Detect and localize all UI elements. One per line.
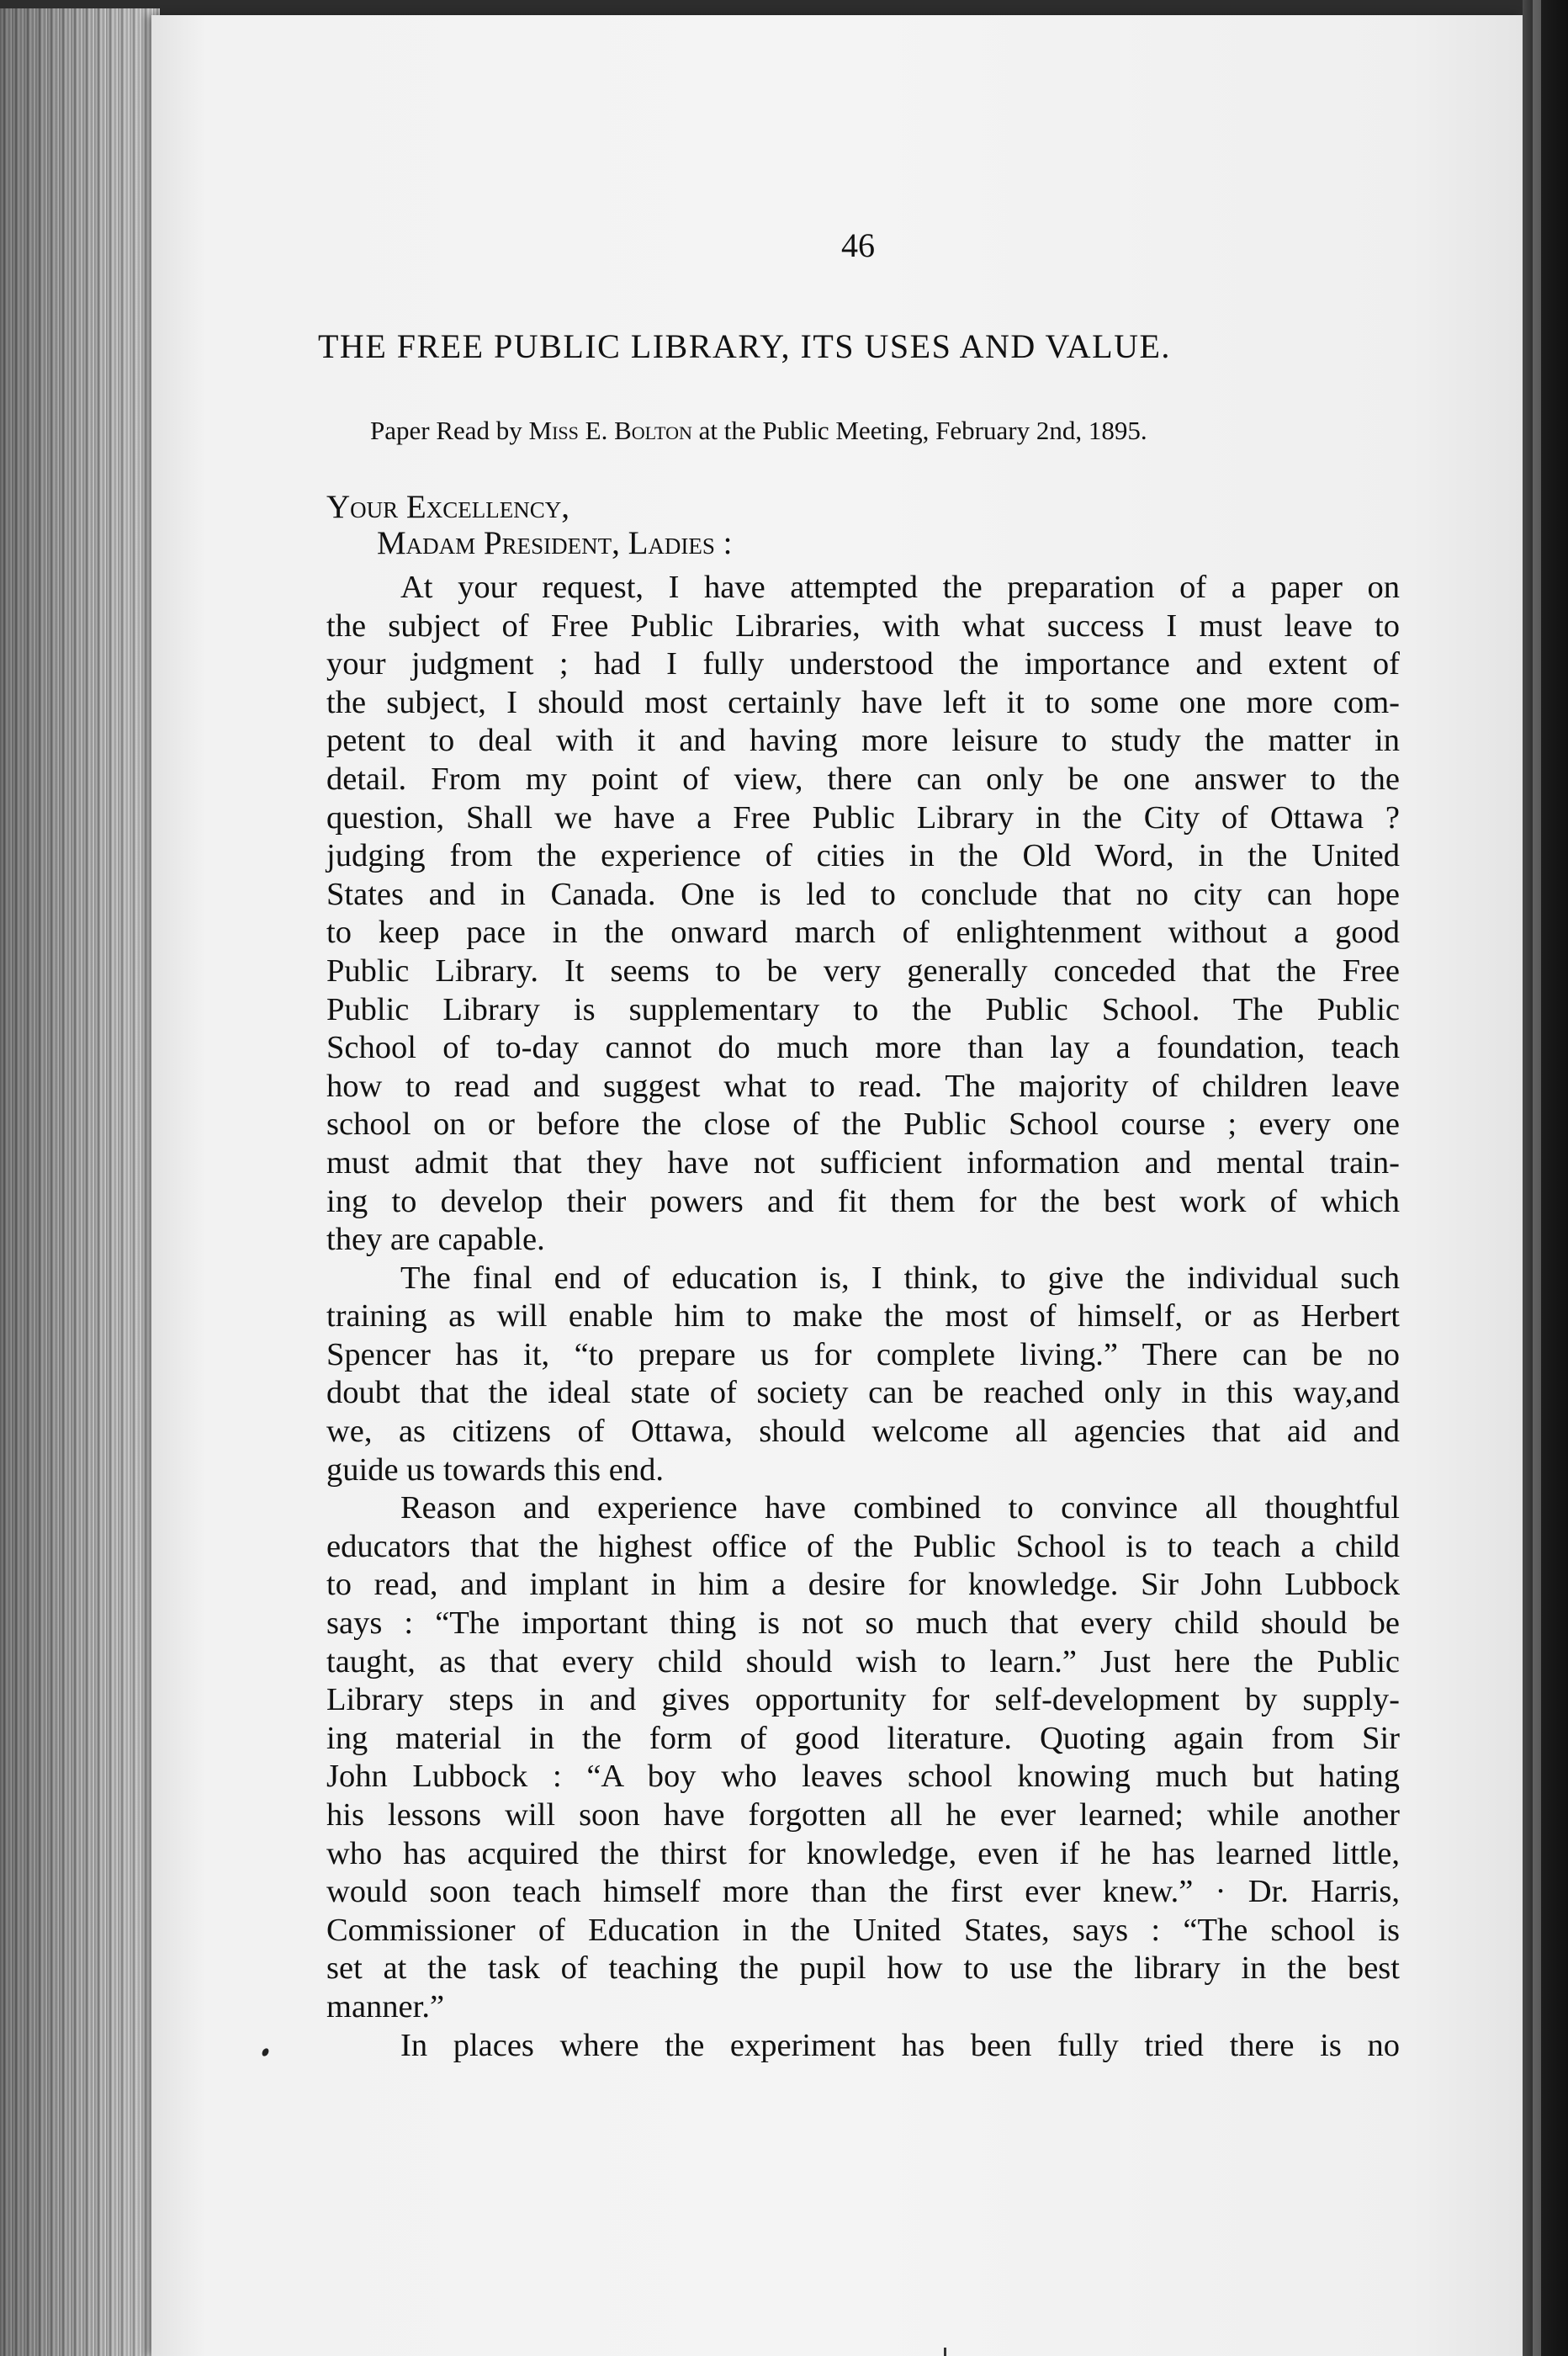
- text-line: manner.”: [326, 1988, 445, 2024]
- subtitle-prefix: Paper Read by: [370, 416, 529, 445]
- text-line: doubt that the ideal state of society can be reached only in this way,and: [326, 1375, 1400, 1411]
- text-line: At your request, I have attempted the preparation of a paper on: [400, 570, 1400, 605]
- text-line: to read, and implant in him a desire for knowledge. Sir John Lubbock: [326, 1567, 1400, 1603]
- text-line: how to read and suggest what to read. The majority of children leave: [326, 1068, 1400, 1104]
- salutation-line-1: Your Excellency,: [326, 489, 569, 525]
- text-line: petent to deal with it and having more leisure to study the matter in: [326, 723, 1400, 759]
- text-line: The final end of education is, I think, to give the individual such: [400, 1260, 1400, 1296]
- text-line: In places where the experiment has been fully tried there is no: [400, 2027, 1400, 2063]
- text-line: judging from the experience of cities in the Old Word, in the United: [326, 838, 1400, 874]
- bottom-ink-mark: [944, 2348, 946, 2356]
- right-binding-edge: [1523, 0, 1568, 2356]
- text-line: Public Library is supplementary to the Public School. The Public: [326, 991, 1400, 1027]
- text-line: the subject of Free Public Libraries, with what success I must leave to: [326, 608, 1400, 644]
- page-number: 46: [841, 226, 875, 264]
- text-line: Library steps in and gives opportunity for self-development by supply-: [326, 1682, 1400, 1718]
- speaker-name: Miss E. Bolton: [528, 416, 692, 445]
- subtitle-suffix: at the Public Meeting, February 2nd, 1895.: [691, 416, 1147, 445]
- right-edge-highlight: [1533, 0, 1541, 2356]
- text-line: guide us towards this end.: [326, 1451, 664, 1488]
- text-line: Public Library. It seems to be very generally conceded that the Free: [326, 952, 1400, 989]
- text-line: Commissioner of Education in the United States, says : “The school is: [326, 1912, 1400, 1948]
- text-line: would soon teach himself more than the first ever knew.” · Dr. Harris,: [326, 1874, 1400, 1910]
- text-line: says : “The important thing is not so much that every child should be: [326, 1605, 1400, 1642]
- text-line: educators that the highest office of the Public School is to teach a child: [326, 1528, 1400, 1564]
- text-line: ing material in the form of good literature. Quoting again from Sir: [326, 1720, 1400, 1756]
- text-line: to keep pace in the onward march of enlightenment without a good: [326, 915, 1400, 951]
- text-line: the subject, I should most certainly have left it to some one more com-: [326, 684, 1400, 720]
- text-line: must admit that they have not sufficient information and mental train-: [326, 1144, 1400, 1181]
- text-line: your judgment ; had I fully understood the importance and extent of: [326, 646, 1400, 682]
- text-line: States and in Canada. One is led to conclude that no city can hope: [326, 876, 1400, 912]
- page-edges-shadow: [0, 8, 160, 2356]
- text-line: taught, as that every child should wish to learn.” Just here the Public: [326, 1643, 1400, 1679]
- text-line: question, Shall we have a Free Public Library in the City of Ottawa ?: [326, 799, 1400, 836]
- text-line: we, as citizens of Ottawa, should welcome all agencies that aid and: [326, 1414, 1400, 1450]
- text-line: detail. From my point of view, there can only be one answer to the: [326, 761, 1400, 797]
- text-line: his lessons will soon have forgotten all he ever learned; while another: [326, 1797, 1400, 1833]
- text-line: training as will enable him to make the most of himself, or as Herbert: [326, 1298, 1400, 1335]
- body-text: [326, 569, 1400, 2065]
- text-line: school on or before the close of the Public School course ; every one: [326, 1106, 1400, 1143]
- article-subtitle: [370, 416, 1447, 446]
- text-line: John Lubbock : “A boy who leaves school knowing much but hating: [326, 1759, 1400, 1795]
- text-line: Reason and experience have combined to convince all thoughtful: [400, 1490, 1400, 1526]
- text-line: ing to develop their powers and fit them for the best work of which: [326, 1183, 1400, 1219]
- article-title: THE FREE PUBLIC LIBRARY, ITS USES AND VALUE.: [318, 327, 1171, 365]
- salutation-line-2: Madam President, Ladies :: [377, 525, 733, 561]
- text-line: Spencer has it, “to prepare us for complete living.” There can be no: [326, 1336, 1400, 1372]
- text-line: they are capable.: [326, 1222, 545, 1258]
- text-line: who has acquired the thirst for knowledge, even if he has learned little,: [326, 1835, 1400, 1871]
- text-line: set at the task of teaching the pupil how to use the library in the best: [326, 1950, 1400, 1987]
- text-line: School of to-day cannot do much more than lay a foundation, teach: [326, 1030, 1400, 1066]
